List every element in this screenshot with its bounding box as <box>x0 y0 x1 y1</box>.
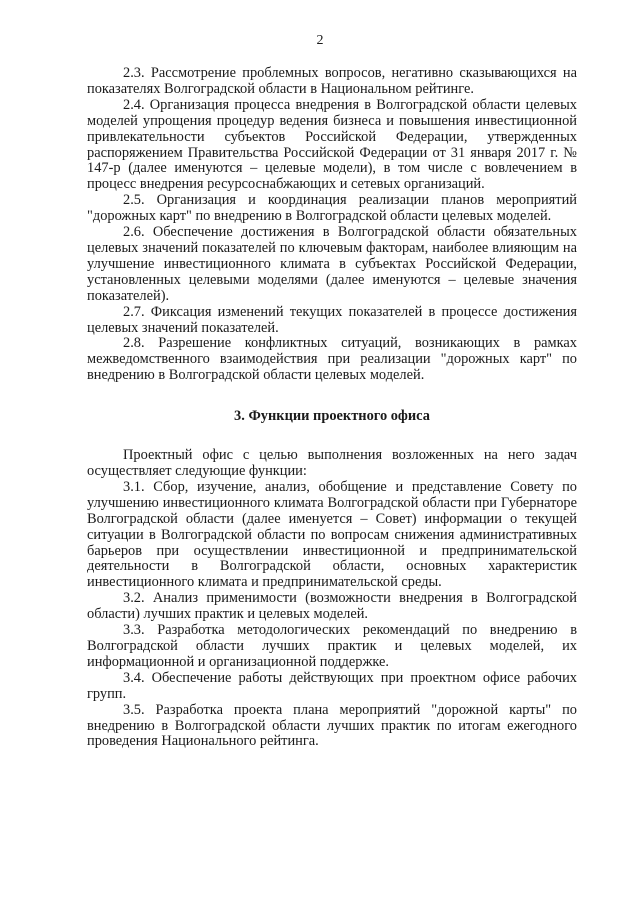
paragraph-3-5: 3.5. Разработка проекта плана мероприятий "дорожной карты" по внедрению в Волгоградской области лучших практик по итогам ежегодного проведения Национального рейтинга. <box>87 701 577 750</box>
paragraph-2-5: 2.5. Организация и координация реализации планов мероприятий "дорожных карт" по внедрению в Волгоградской области целевых моделей. <box>87 192 577 225</box>
paragraph-2-6: 2.6. Обеспечение достижения в Волгоградской области обязательных целевых значений показателей по ключевым факторам, наиболее влияющим на улучшение инвестиционного климата в субъектах Российской Федерации, установленных целевыми моделями (далее именуются – целевые значения показателей). <box>87 224 577 304</box>
paragraph-2-4: 2.4. Организация процесса внедрения в Волгоградской области целевых моделей упрощения процедур ведения бизнеса и повышения инвестиционной привлекательности субъектов Российской Федерации, утвержденных распоряжением Правительства Российской Федерации от 31 января 2017 г. № 147-р (далее именуются – целевые модели), в том числе с вовлечением в процесс внедрения ресурсоснабжающих и сетевых организаций. <box>87 96 577 193</box>
paragraph-3-3: 3.3. Разработка методологических рекомендаций по внедрению в Волгоградской области лучших практик и целевых моделей, их информационной и организационной поддержке. <box>87 622 577 670</box>
paragraph-2-7: 2.7. Фиксация изменений текущих показателей в процессе достижения целевых значений показателей. <box>87 303 577 336</box>
paragraph-2-8: 2.8. Разрешение конфликтных ситуаций, возникающих в рамках межведомственного взаимодействия при реализации "дорожных карт" по внедрению в Волгоградской области целевых моделей. <box>87 335 577 384</box>
paragraph-intro: Проектный офис с целью выполнения возложенных на него задач осуществляет следующие функции: <box>87 447 577 480</box>
document-body <box>87 66 577 750</box>
paragraph-2-3: 2.3. Рассмотрение проблемных вопросов, негативно сказывающихся на показателях Волгоградской области в Национальном рейтинге. <box>87 65 577 97</box>
paragraph-3-2: 3.2. Анализ применимости (возможности внедрения в Волгоградской области) лучших практик и целевых моделей. <box>87 590 577 623</box>
section-title: 3. Функции проектного офиса <box>234 408 430 425</box>
paragraph-3-1: 3.1. Сбор, изучение, анализ, обобщение и представление Совету по улучшению инвестиционного климата Волгоградской области при Губернаторе Волгоградской области (далее именуется – Совет) информации о текущей ситуации в Волгоградской области по вопросам снижения административных барьеров при осуществлении инвестиционной и предпринимательской деятельности в Волгоградской области, основных характеристик инвестиционного климата и предпринимательской среды. <box>87 478 577 591</box>
page-number: 2 <box>316 33 324 48</box>
paragraph-3-4: 3.4. Обеспечение работы действующих при проектном офисе рабочих групп. <box>87 669 577 702</box>
